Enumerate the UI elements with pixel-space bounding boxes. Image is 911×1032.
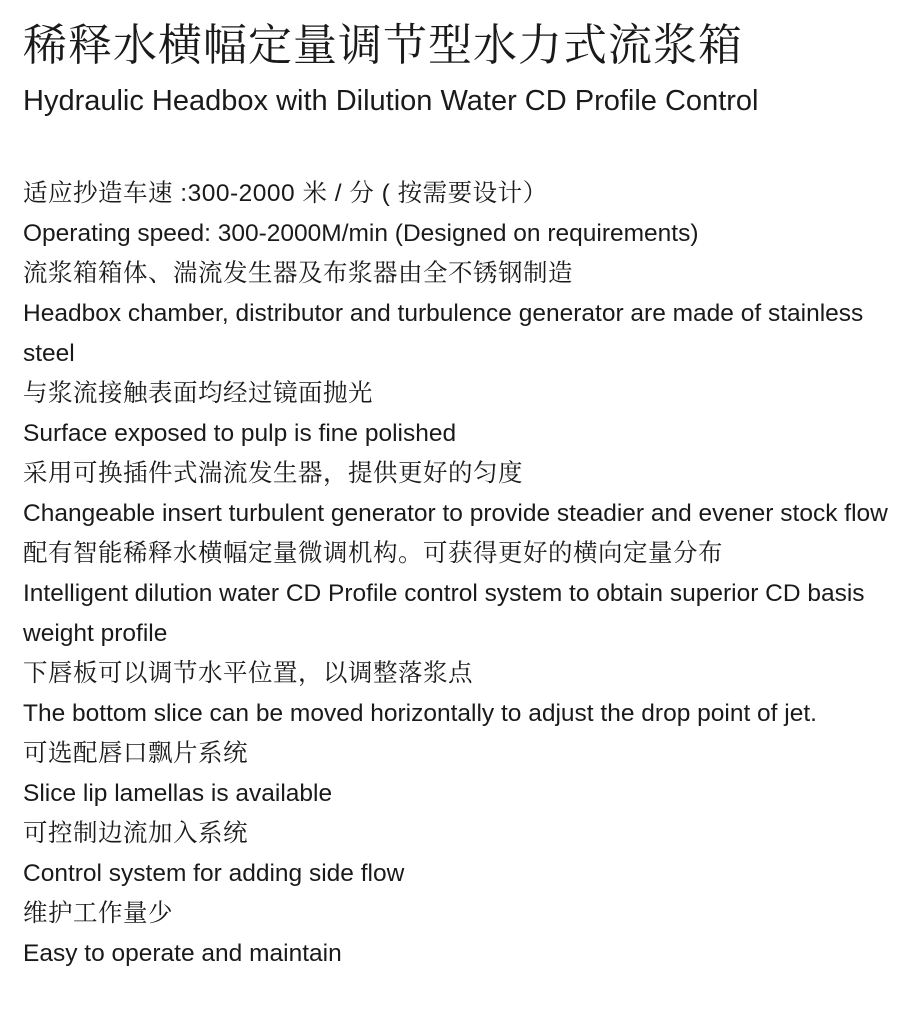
title-english: Hydraulic Headbox with Dilution Water CD Profile Control [23,85,759,117]
product-description [23,0,903,967]
feature-4-cn: 采用可换插件式湍流发生器，提供更好的匀度 [23,460,523,487]
feature-1-cn: 适应抄造车速 :300-2000 米 / 分 ( 按需要设计） [23,180,548,207]
feature-3-en: Surface exposed to pulp is fine polished [23,420,457,447]
feature-3-cn: 与浆流接触表面均经过镜面抛光 [23,380,373,407]
feature-2-cn: 流浆箱箱体、湍流发生器及布浆器由全不锈钢制造 [23,260,573,287]
feature-7-en: Slice lip lamellas is available [23,780,333,807]
feature-1-en: Operating speed: 300-2000M/min (Designed on requirements) [23,220,699,247]
feature-5-cn: 配有智能稀释水横幅定量微调机构。可获得更好的横向定量分布 [23,540,723,567]
title-chinese: 稀释水横幅定量调节型水力式流浆箱 [23,21,743,70]
feature-2-en: Headbox chamber, distributor and turbulence generator are made of stainless steel [23,300,864,367]
feature-6-cn: 下唇板可以调节水平位置，以调整落浆点 [23,660,473,687]
feature-9-en: Easy to operate and maintain [23,940,342,967]
feature-8-en: Control system for adding side flow [23,860,405,887]
feature-8-cn: 可控制边流加入系统 [23,820,248,847]
feature-5-en: Intelligent dilution water CD Profile control system to obtain superior CD basis weight profile [23,580,865,647]
feature-6-en: The bottom slice can be moved horizontally to adjust the drop point of jet. [23,700,817,727]
feature-list [23,174,903,974]
feature-7-cn: 可选配唇口飘片系统 [23,740,248,767]
feature-4-en: Changeable insert turbulent generator to provide steadier and evener stock flow [23,500,888,527]
feature-9-cn: 维护工作量少 [23,900,173,927]
